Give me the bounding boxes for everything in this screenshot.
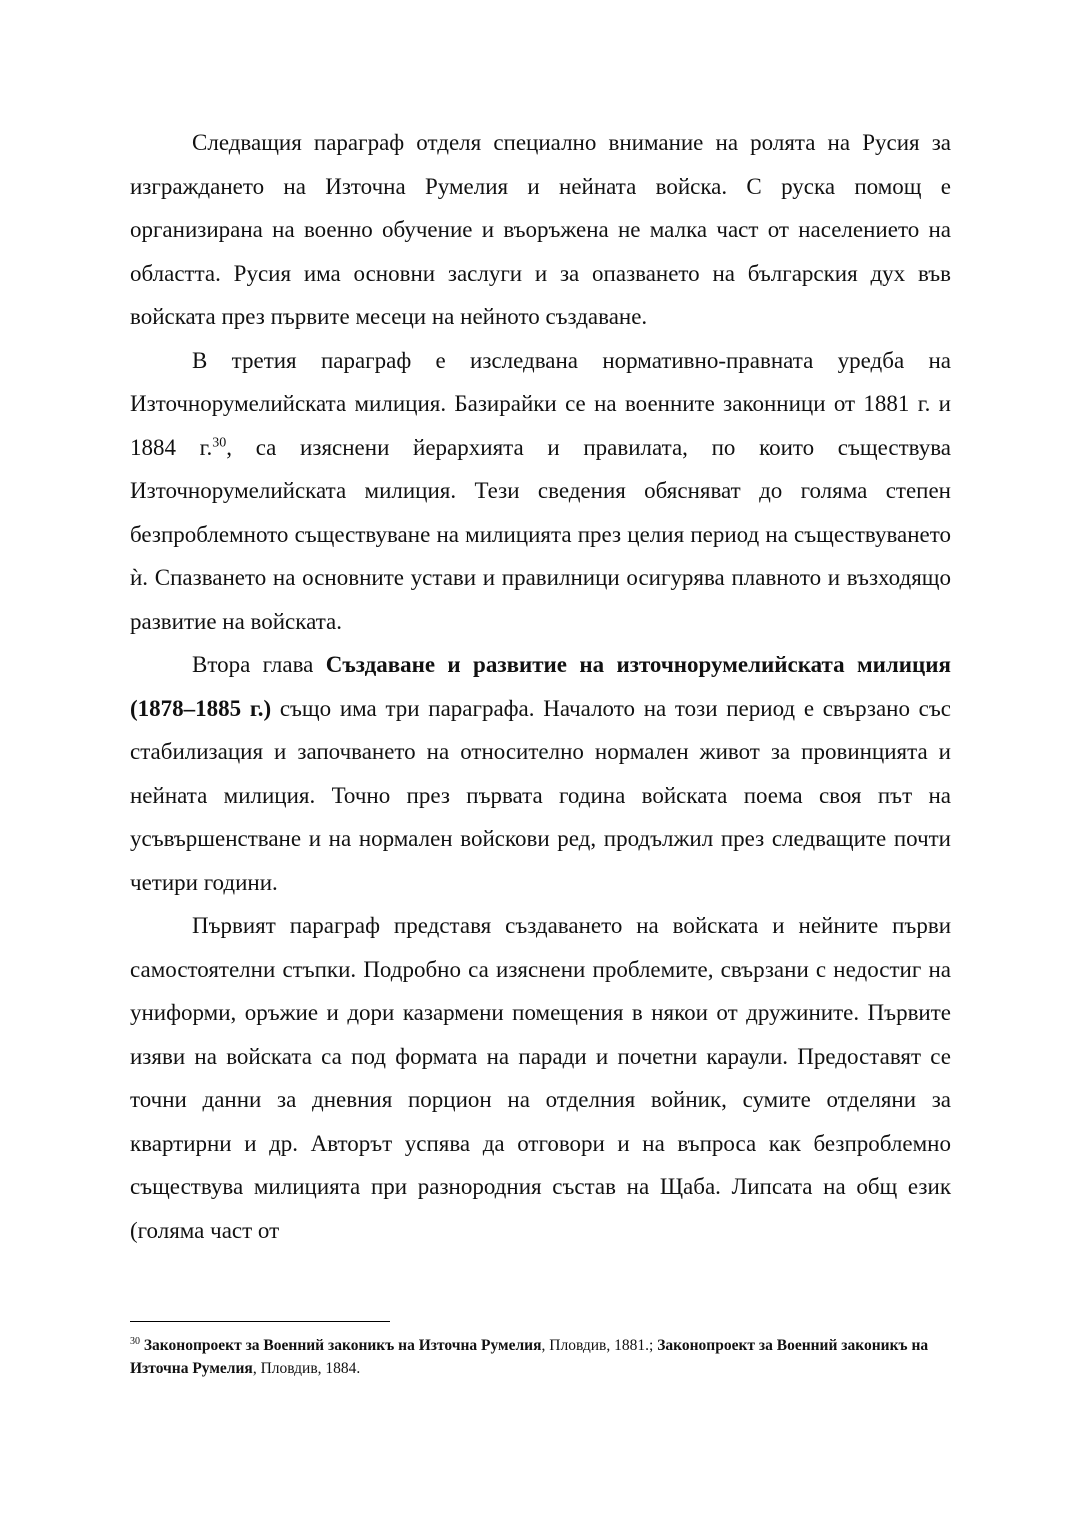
paragraph-3-text-b: също има три параграфа. Началото на този период е свързано със стабилизация и започването на относително нормален живот за провинцията и нейната милиция. Точно през първата година войската поема своя път на усъвършенстване и на нормален войскови ред, продължил през следващите почти четири години. — [130, 695, 951, 895]
footnote-title-1: Законопроект за Военний законикъ на Източна Румелия — [143, 1337, 542, 1354]
footnote-text-1: , Пловдив, 1881.; — [541, 1337, 658, 1354]
paragraph-3 — [130, 643, 951, 904]
footnote-title-2: Законопроект за Военний законикъ на Източна Румелия — [130, 1337, 929, 1377]
chapter-title: Създаване и развитие на източнорумелийската милиция (1878–1885 г.) — [130, 652, 951, 721]
main-text — [130, 121, 951, 1252]
paragraph-2-text-a: В третия параграф е изследвана нормативно-правната уредба на Източнорумелийската милиция. Базирайки се на военните законници от 1881 г. и 1884 г. — [130, 347, 951, 460]
paragraph-3-text-a: Втора глава — [192, 652, 326, 677]
footnote — [130, 1334, 930, 1380]
footnote-reference[interactable]: 30 — [212, 434, 227, 450]
footnote-text-2: , Пловдив, 1884. — [252, 1360, 361, 1377]
paragraph-2-text-b: , са изяснени йерархията и правилата, по които съществува Източнорумелийската милиция. Тези сведения обясняват до голяма степен безпроблемното съществуване на милицията през целия период на съществуването ѝ. Спазването на основните устави и правилници осигурява плавното и възходящо развитие на войската. — [130, 434, 951, 634]
footnote-separator — [130, 1321, 390, 1322]
paragraph-1: Следващия параграф отделя специално внимание на ролята на Русия за изграждането на Източна Румелия и нейната войска. С руска помощ е организирана на военно обучение и въоръжена не малка част от населението на областта. Русия има основни заслуги и за опазването на българския дух във войската през първите месеци на нейното създаване. — [130, 130, 951, 329]
footnote-number: 30 — [130, 1335, 140, 1347]
paragraph-2 — [130, 339, 951, 644]
paragraph-4: Първият параграф представя създаването на войската и нейните първи самостоятелни стъпки. Подробно са изяснени проблемите, свързани с недостиг на униформи, оръжие и дори казармени помещения в някои от дружините. Първите изяви на войската са под формата на паради и почетни караули. Предоставят се точни данни за дневния порцион на отделния войник, сумите отделяни за квартирни и др. Авторът успява да отговори и на въпроса как безпроблемно съществува милицията при разнородния състав на Щаба. Липсата на общ език (голяма част от — [130, 913, 951, 1243]
